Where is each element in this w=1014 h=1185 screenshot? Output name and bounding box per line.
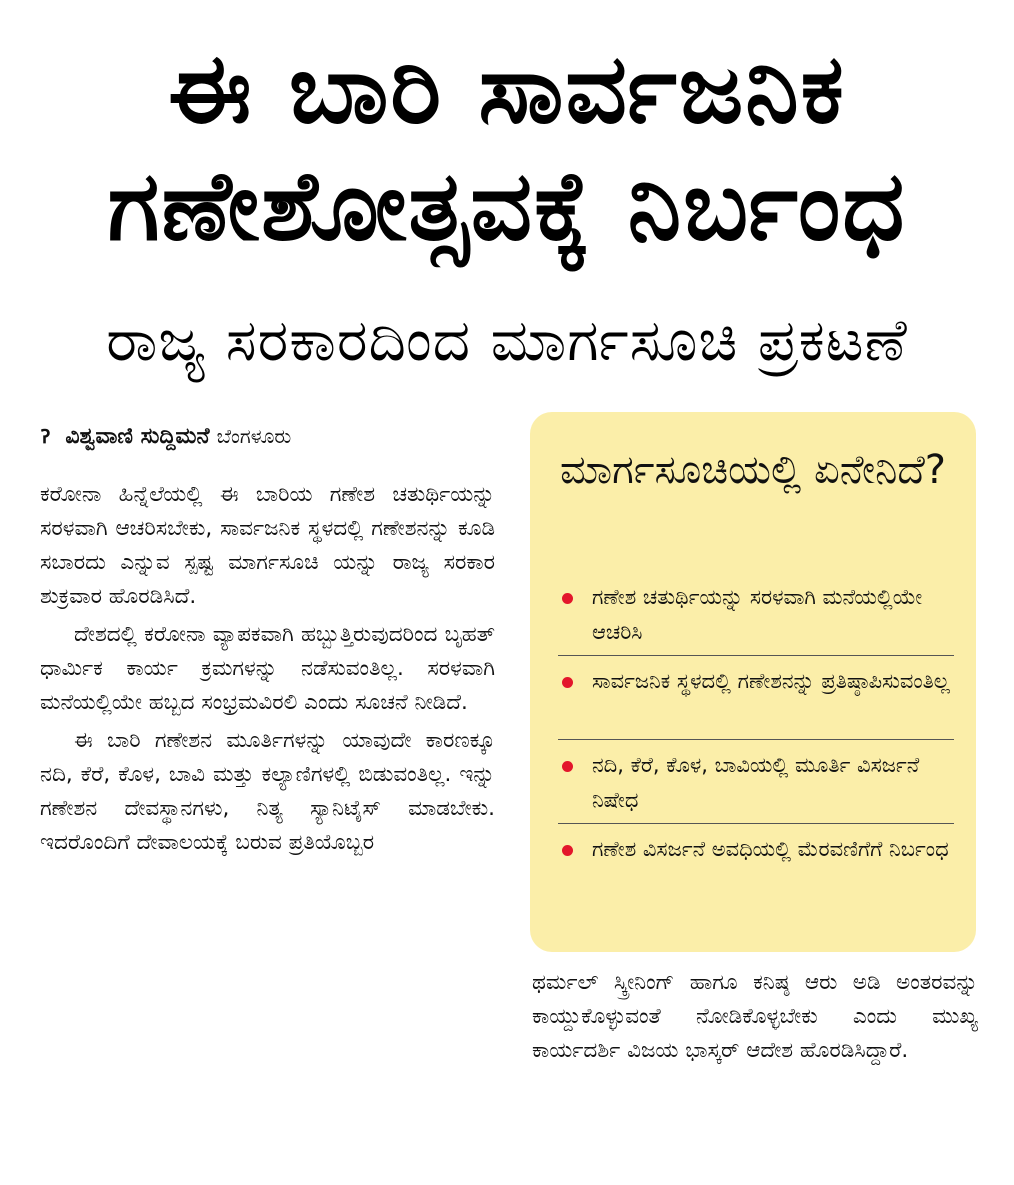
- guidelines-list: [558, 572, 954, 908]
- article-paragraph: ಕರೋನಾ ಹಿನ್ನೆಲೆಯಲ್ಲಿ ಈ ಬಾರಿಯ ಗಣೇಶ ಚತುರ್ಥಿಯನ್ನು ಸರಳವಾಗಿ ಆಚರಿಸಬೇಕು, ಸಾರ್ವಜನಿಕ ಸ್ಥಳದಲ್ಲಿ ಗಣೇಶನನ್ನು ಕೂಡಿ ಸಬಾರದು ಎನ್ನುವ ಸ್ಪಷ್ಟ ಮಾರ್ಗಸೂಚಿ ಯನ್ನು ರಾಜ್ಯ ಸರಕಾರ ಶುಕ್ರವಾರ ಹೊರಡಿಸಿದೆ.: [40, 482, 495, 609]
- list-item-text: ನದಿ, ಕೆರೆ, ಕೊಳ, ಬಾವಿಯಲ್ಲಿ ಮೂರ್ತಿ ವಿಸರ್ಜನೆ ನಿಷೇಧ: [592, 753, 920, 812]
- sidebar-title: ಮಾರ್ಗಸೂಚಿಯಲ್ಲಿ ಏನೇನಿದೆ?: [560, 447, 947, 493]
- publication-mark-icon: ॽ: [40, 424, 51, 449]
- article-continuation: ಥರ್ಮಲ್ ಸ್ಕ್ರೀನಿಂಗ್ ಹಾಗೂ ಕನಿಷ್ಠ ಆರು ಅಡಿ ಅಂತರವನ್ನು ಕಾಯ್ದುಕೊಳ್ಳುವಂತೆ ನೋಡಿಕೊಳ್ಳಬೇಕು ಎಂದು ಮುಖ್ಯ ಕಾರ್ಯದರ್ಶಿ ವಿಜಯ ಭಾಸ್ಕರ್ ಆದೇಶ ಹೊರಡಿಸಿದ್ದಾರೆ.: [532, 970, 978, 1063]
- article-body-left: [40, 478, 495, 864]
- headline-line-2: ಗಣೇಶೋತ್ಸವಕ್ಕೆ ನಿರ್ಬಂಧ: [107, 150, 907, 262]
- byline-source: ವಿಶ್ವವಾಣಿ ಸುದ್ದಿಮನೆ: [65, 424, 210, 449]
- list-item-text: ಸಾರ್ವಜನಿಕ ಸ್ಥಳದಲ್ಲಿ ಗಣೇಶನನ್ನು ಪ್ರತಿಷ್ಠಾಪಿಸುವಂತಿಲ್ಲ: [592, 669, 950, 693]
- bullet-icon: [562, 677, 573, 688]
- list-item: [558, 824, 954, 908]
- subheading: ರಾಜ್ಯ ಸರಕಾರದಿಂದ ಮಾರ್ಗಸೂಚಿ ಪ್ರಕಟಣೆ: [106, 306, 908, 374]
- bullet-icon: [562, 761, 573, 772]
- headline-line-1: ಈ ಬಾರಿ ಸಾರ್ವಜನಿಕ: [168, 33, 846, 145]
- article-paragraph: ಈ ಬಾರಿ ಗಣೇಶನ ಮೂರ್ತಿಗಳನ್ನು ಯಾವುದೇ ಕಾರಣಕ್ಕೂ ನದಿ, ಕೆರೆ, ಕೊಳ, ಬಾವಿ ಮತ್ತು ಕಲ್ಯಾಣಿಗಳಲ್ಲಿ ಬಿಡುವಂತಿಲ್ಲ. ಇನ್ನು ಗಣೇಶನ ದೇವಸ್ಥಾನಗಳು, ನಿತ್ಯ ಸ್ಯಾನಿಟೈಸ್ ಮಾಡಬೇಕು. ಇದರೊಂದಿಗೆ ದೇವಾಲಯಕ್ಕೆ ಬರುವ ಪ್ರತಿಯೊಬ್ಬರ: [40, 728, 495, 855]
- bullet-icon: [562, 593, 573, 604]
- list-item: [558, 656, 954, 740]
- byline: [40, 420, 291, 450]
- byline-city: ಬೆಂಗಳೂರು: [216, 424, 292, 448]
- article-paragraph: ದೇಶದಲ್ಲಿ ಕರೋನಾ ವ್ಯಾಪಕವಾಗಿ ಹಬ್ಬುತ್ತಿರುವುದರಿಂದ ಬೃಹತ್ ಧಾರ್ಮಿಕ ಕಾರ್ಯ ಕ್ರಮಗಳನ್ನು ನಡೆಸುವಂತಿಲ್ಲ. ಸರಳವಾಗಿ ಮನೆಯಲ್ಲಿಯೇ ಹಬ್ಬದ ಸಂಭ್ರಮವಿರಲಿ ಎಂದು ಸೂಚನೆ ನೀಡಿದೆ.: [40, 622, 495, 715]
- list-item: [558, 572, 954, 656]
- list-item-text: ಗಣೇಶ ಚತುರ್ಥಿಯನ್ನು ಸರಳವಾಗಿ ಮನೆಯಲ್ಲಿಯೇ ಆಚರಿಸಿ: [592, 585, 923, 644]
- list-item: [558, 740, 954, 824]
- list-item-text: ಗಣೇಶ ವಿಸರ್ಜನೆ ಅವಧಿಯಲ್ಲಿ ಮೆರವಣಿಗೆಗೆ ನಿರ್ಬಂಧ: [592, 837, 949, 861]
- bullet-icon: [562, 845, 573, 856]
- guidelines-sidebar: [530, 412, 976, 952]
